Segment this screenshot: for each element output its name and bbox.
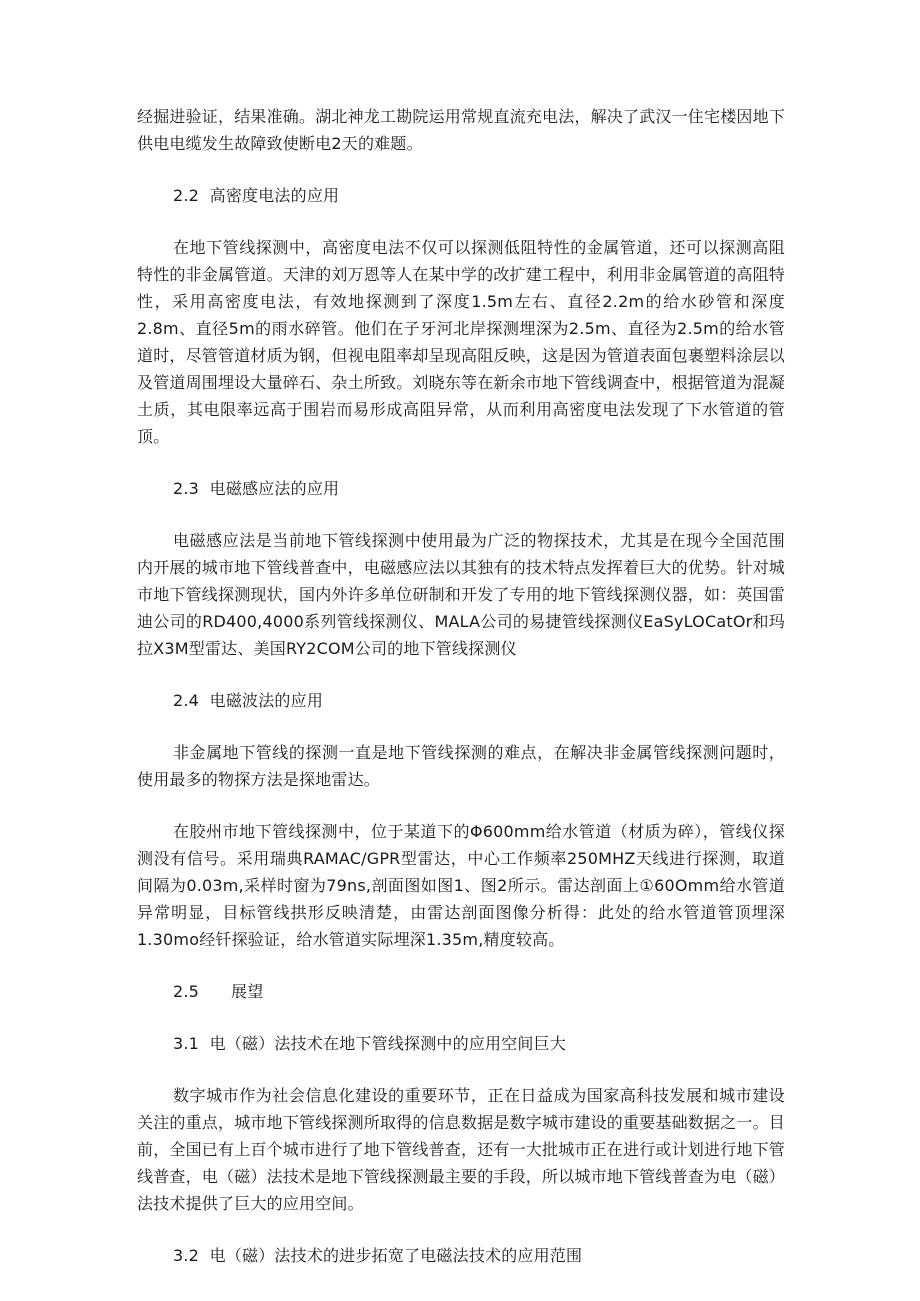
document-page [137,103,785,1269]
section-heading-2-3 [137,475,785,502]
section-title: 高密度电法的应用 [209,186,340,205]
paragraph-electromagnetic-induction: 电磁感应法是当前地下管线探测中使用最为广泛的物探技术，尤其是在现今全国范围内开展的城市地下管线普查中，电磁感应法以其独有的技术特点发挥着巨大的优势。针对城市地下管线探测现状，国内外许多单位研制和开发了专用的地下管线探测仪器，如：英国雷迪公司的RD400,4000系列管线探测仪、MALA公司的易捷管线探测仪EaSyLOCatOr和玛拉X3M型雷达、美国RY2COM公司的地下管线探测仪 [137,531,786,658]
section-title: 电磁感应法的应用 [209,479,340,498]
section-heading-3-1 [137,1030,785,1057]
paragraph-intro-continuation: 经掘进验证，结果准确。湖北神龙工勘院运用常规直流充电法，解决了武汉一住宅楼因地下供电电缆发生故障致使断电2天的难题。 [137,107,786,153]
section-number: 2.3 [173,479,200,498]
paragraph-jiaozhou-case: 在胶州市地下管线探测中，位于某道下的Φ600mm给水管道（材质为碎），管线仪探测没有信号。采用瑞典RAMAC/GPR型雷达，中心工作频率250MHZ天线进行探测，取道间隔为0.03m,采样时窗为79ns,剖面图如图1、图2所示。雷达剖面上①60Omm给水管道异常明显，目标管线拱形反映清楚，由雷达剖面图像分析得：此处的给水管道管顶埋深1.30mo经钎探验证，给水管道实际埋深1.35m,精度较高。 [137,822,785,949]
section-number: 2.2 [173,186,200,205]
section-heading-3-2 [137,1242,785,1269]
paragraph-nonmetal-detection: 非金属地下管线的探测一直是地下管线探测的难点，在解决非金属管线探测问题时，使用最多的物探方法是探地雷达。 [137,743,785,789]
section-heading-2-2 [137,182,785,209]
section-heading-2-4 [137,687,785,714]
section-number: 3.1 [173,1034,200,1053]
section-number: 3.2 [173,1246,200,1265]
paragraph-high-density-resistivity: 在地下管线探测中，高密度电法不仅可以探测低阻特性的金属管道，还可以探测高阻特性的非金属管道。天津的刘万恩等人在某中学的改扩建工程中，利用非金属管道的高阻特性，采用高密度电法，有效地探测到了深度1.5m左右、直径2.2m的给水砂管和深度2.8m、直径5m的雨水碎管。他们在子牙河北岸探测埋深为2.5m、直径为2.5m的给水管道时，尽管管道材质为钢，但视电阻率却呈现高阻反映，这是因为管道表面包裹塑料涂层以及管道周围埋设大量碎石、杂土所致。刘晓东等在新余市地下管线调查中，根据管道为混凝土质，其电限率远高于围岩而易形成高阻异常，从而利用高密度电法发现了下水管道的管顶。 [137,238,786,446]
section-title: 电（磁）法技术的进步拓宽了电磁法技术的应用范围 [209,1246,583,1265]
paragraph-digital-city: 数字城市作为社会信息化建设的重要环节，正在日益成为国家高科技发展和城市建设关注的重点，城市地下管线探测所取得的信息数据是数字城市建设的重要基础数据之一。目前，全国已有上百个城市进行了地下管线普查，还有一大批城市正在进行或计划进行地下管线普查，电（磁）法技术是地下管线探测最主要的手段，所以城市地下管线普查为电（磁）法技术提供了巨大的应用空间。 [137,1086,786,1213]
section-title: 电（磁）法技术在地下管线探测中的应用空间巨大 [209,1034,567,1053]
section-number: 2.5 [173,982,200,1001]
section-heading-2-5 [137,978,785,1005]
section-number: 2.4 [173,691,200,710]
section-title: 电磁波法的应用 [209,691,324,710]
section-title: 展望 [231,982,264,1001]
